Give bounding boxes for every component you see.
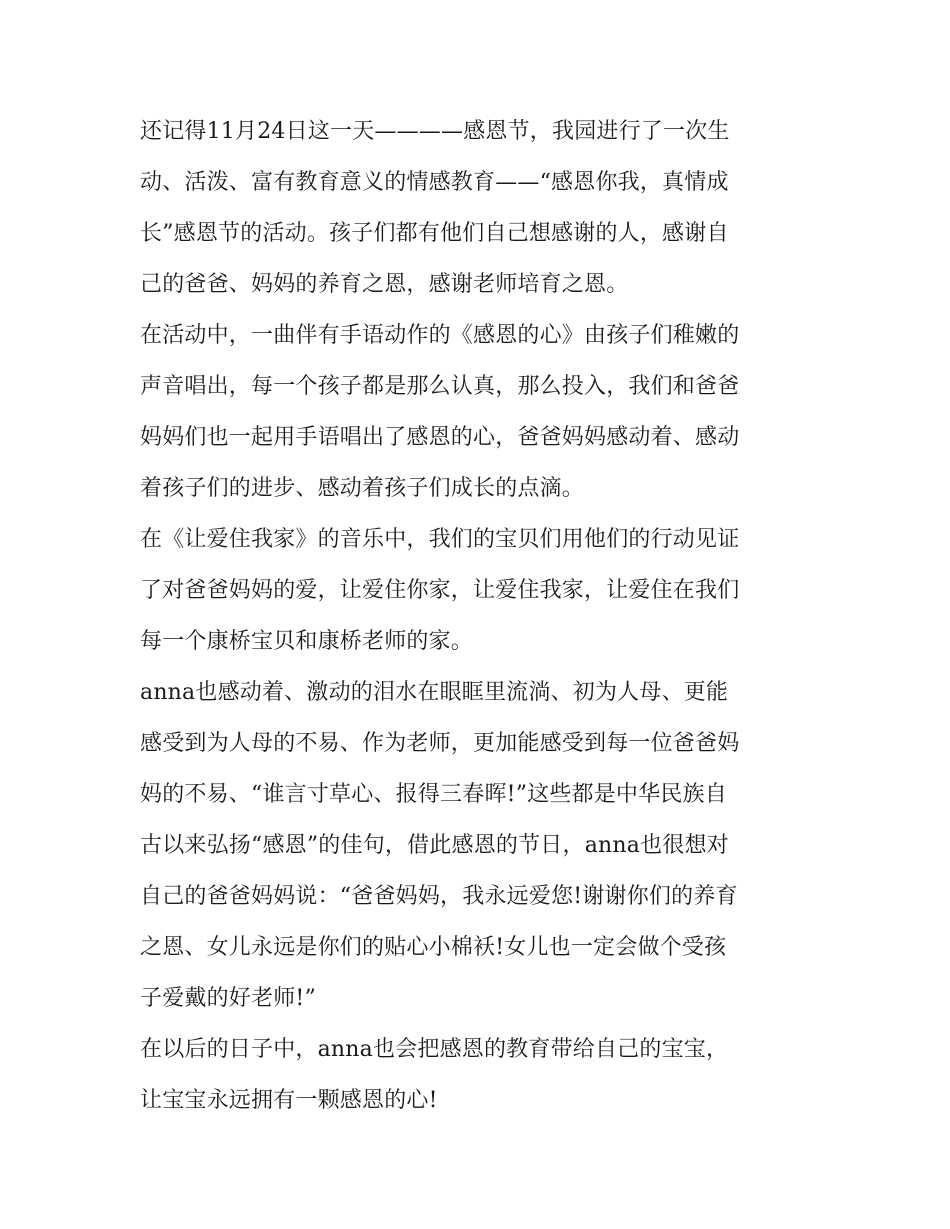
text-line: 己的爸爸、妈妈的养育之恩，感谢老师培育之恩。 [140,272,629,297]
text-line: 了对爸爸妈妈的爱，让爱住你家，让爱住我家，让爱住在我们 [140,578,740,603]
text-line: 在《让爱住我家》的音乐中，我们的宝贝们用他们的行动见证 [140,527,740,552]
paragraph [140,106,815,310]
text-line: 子爱戴的好老师!” [140,986,316,1011]
text-line: 动、活泼、富有教育意义的情感教育——“感恩你我，真情成 [140,170,729,195]
text-line: 妈的不易、“谁言寸草心、报得三春晖!”这些都是中华民族自 [140,782,727,807]
text-line: 在活动中，一曲伴有手语动作的《感恩的心》由孩子们稚嫩的 [140,323,740,348]
text-line: 让宝宝永远拥有一颗感恩的心! [140,1088,438,1113]
text-line: 古以来弘扬“感恩”的佳句，借此感恩的节日，anna也很想对 [140,833,729,858]
paragraph [140,667,815,1024]
text-line: 长”感恩节的活动。孩子们都有他们自己想感谢的人，感谢自 [140,221,729,246]
text-line: 每一个康桥宝贝和康桥老师的家。 [140,629,474,654]
text-line: 还记得11月24日这一天————感恩节，我园进行了一次生 [140,119,730,144]
paragraph [140,310,815,514]
text-line: 妈妈们也一起用手语唱出了感恩的心，爸爸妈妈感动着、感动 [140,425,740,450]
paragraph [140,514,815,667]
text-line: anna也感动着、激动的泪水在眼眶里流淌、初为人母、更能 [140,680,729,705]
paragraph [140,1024,815,1126]
text-line: 着孩子们的进步、感动着孩子们成长的点滴。 [140,476,585,501]
text-line: 声音唱出，每一个孩子都是那么认真，那么投入，我们和爸爸 [140,374,740,399]
text-line: 之恩、女儿永远是你们的贴心小棉袄!女儿也一定会做个受孩 [140,935,727,960]
text-line: 自己的爸爸妈妈说：“爸爸妈妈，我永远爱您!谢谢你们的养育 [140,884,738,909]
text-line: 在以后的日子中，anna也会把感恩的教育带给自己的宝宝， [140,1037,729,1062]
text-line: 感受到为人母的不易、作为老师，更加能感受到每一位爸爸妈 [140,731,740,756]
document-body [140,106,815,1126]
